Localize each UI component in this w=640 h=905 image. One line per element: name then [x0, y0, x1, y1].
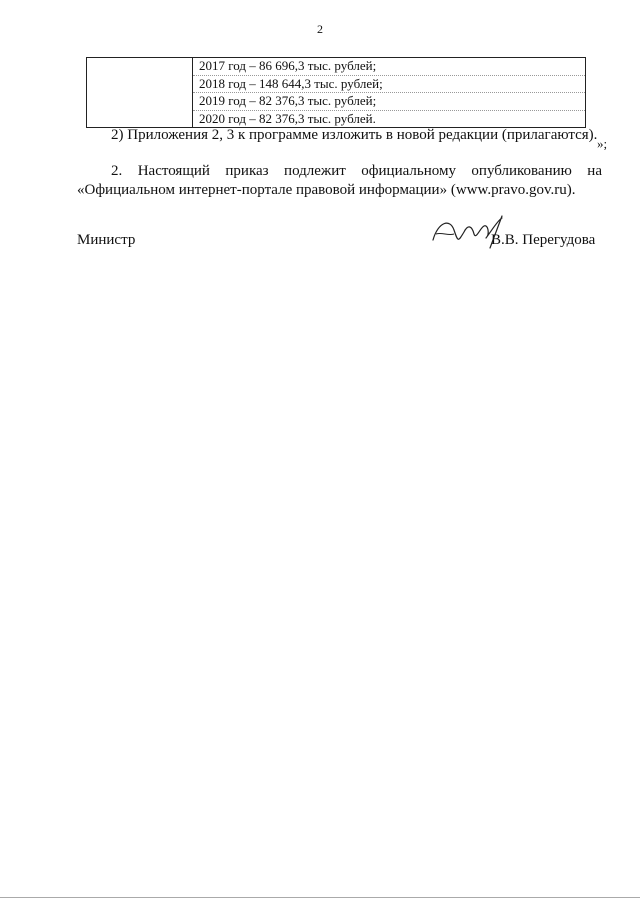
page-number: 2: [317, 22, 323, 36]
footer-rule: [0, 897, 640, 898]
funding-table: [86, 57, 586, 128]
paragraph-appendices-text: 2) Приложения 2, 3 к программе изложить в новой редакции (прилагаются).: [111, 127, 598, 143]
paragraph-publication: [77, 162, 602, 200]
funding-line-2019: 2019 год – 82 376,3 тыс. рублей;: [193, 93, 585, 111]
funding-table-label-cell: [87, 58, 193, 128]
signer-name: В.В. Перегудова: [491, 232, 596, 248]
funding-line-2018: 2018 год – 148 644,3 тыс. рублей;: [193, 76, 585, 94]
paragraph-appendices: [77, 126, 602, 145]
signer-title: Министр: [77, 232, 136, 248]
funding-table-values-cell: [193, 58, 586, 128]
funding-line-2017: 2017 год – 86 696,3 тыс. рублей;: [193, 58, 585, 76]
table-closing-mark: »;: [597, 136, 608, 151]
paragraph-publication-text: 2. Настоящий приказ подлежит официальному опубликованию на «Официальном интернет-портале правовой информации» (www.pravo.gov.ru).: [77, 163, 602, 198]
funding-line-2020: 2020 год – 82 376,3 тыс. рублей.: [199, 110, 376, 126]
